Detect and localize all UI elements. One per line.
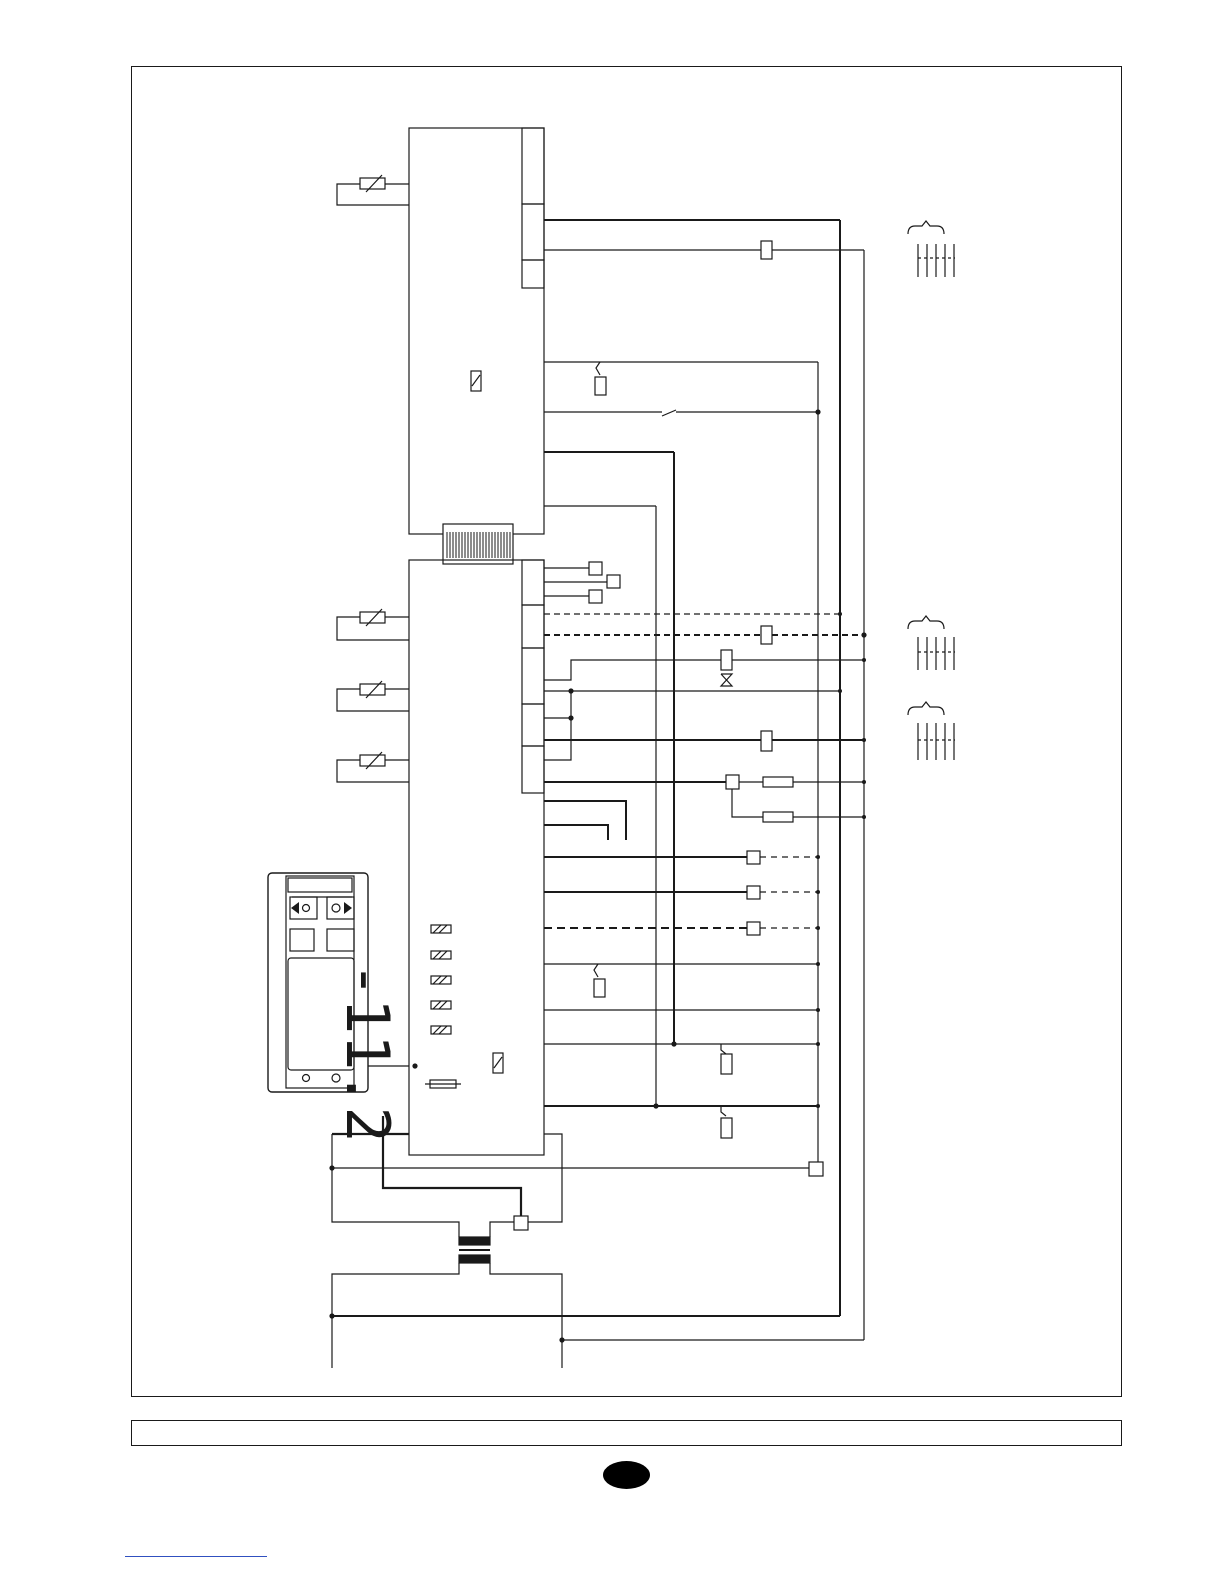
upper-controller-module xyxy=(409,128,544,564)
contactor-group-1 xyxy=(908,221,955,277)
transformer xyxy=(330,1116,864,1368)
upper-module-outputs xyxy=(544,220,864,506)
lower-controller-module xyxy=(409,560,544,1155)
indicator-blocks xyxy=(431,925,451,1034)
contactor-group-3 xyxy=(908,702,955,760)
bus-lines xyxy=(656,220,864,1340)
caption-bar xyxy=(131,1420,1122,1446)
lower-temperature-sensors xyxy=(337,609,409,782)
page-number-badge xyxy=(603,1461,650,1489)
display-readout: -11.2 xyxy=(332,962,402,1143)
footer-link-underline[interactable] xyxy=(125,1556,267,1557)
upper-temperature-sensor xyxy=(337,175,409,205)
contactor-group-2 xyxy=(908,616,955,670)
